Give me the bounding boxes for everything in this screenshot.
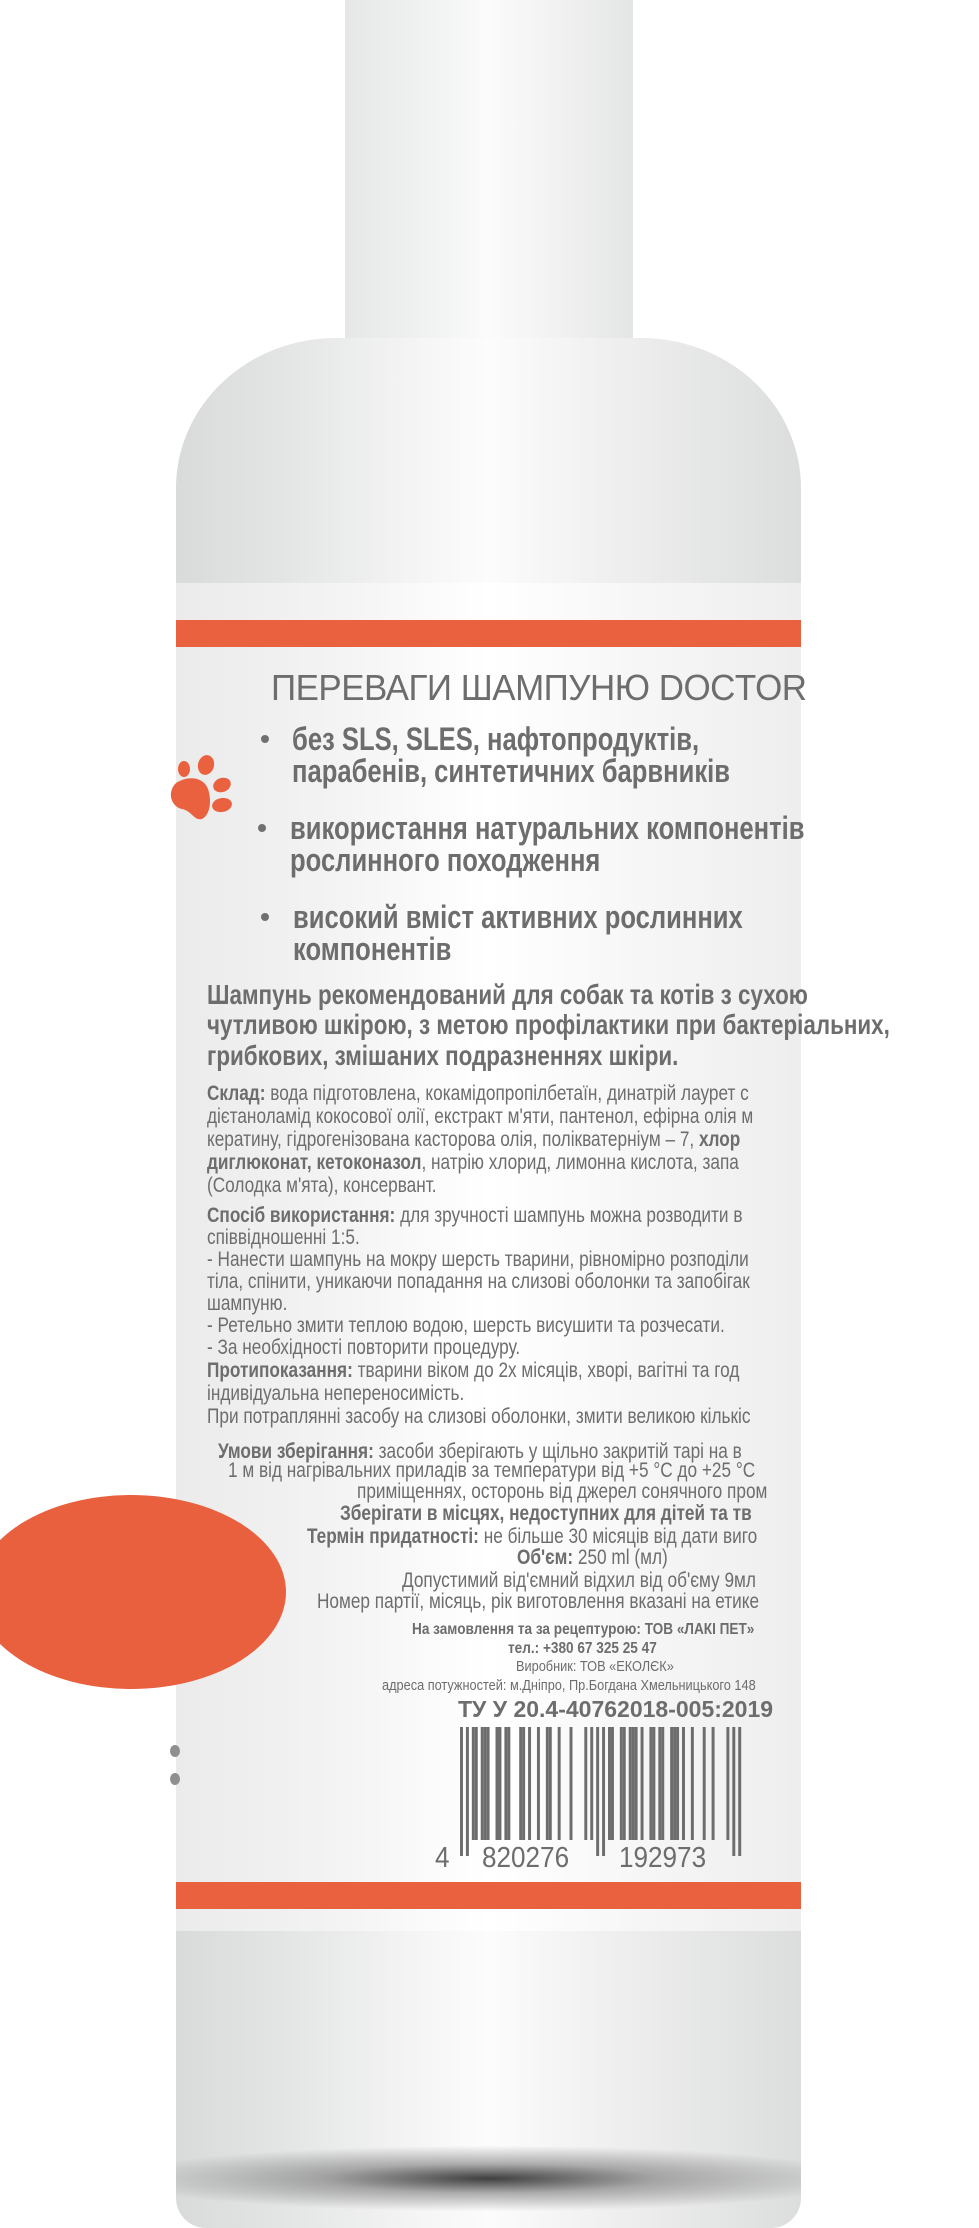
- barcode-bar: [620, 1727, 623, 1840]
- barcode-bar: [466, 1727, 469, 1856]
- storage-line: Умови зберігання: засоби зберігають у щільно закритій тарі на в: [218, 1440, 742, 1463]
- barcode-bar: [632, 1727, 635, 1840]
- barcode-bar: [611, 1727, 614, 1840]
- composition-line: Склад: вода підготовлена, кокамідопропілбетаїн, динатрій лаурет с: [207, 1082, 749, 1105]
- barcode-bar: [661, 1727, 664, 1840]
- barcode-bar: [484, 1727, 487, 1840]
- barcode-bar: [676, 1727, 679, 1840]
- barcode-bar: [537, 1727, 540, 1840]
- technical-standard: ТУ У 20.4-40762018-005:2019: [458, 1696, 774, 1722]
- barcode-right-digits: 192973: [619, 1842, 707, 1874]
- benefit-1-line-2: парабенів, синтетичних барвників: [292, 753, 731, 789]
- barcode-bar: [549, 1727, 552, 1840]
- usage-line: тіла, спінити, уникаючи попадання на слизові оболонки та запобігак: [207, 1270, 750, 1293]
- barcode-bar: [738, 1727, 741, 1856]
- usage-line: - Нанести шампунь на мокру шерсть тварини, рівномірно розподіли: [207, 1248, 749, 1271]
- decorative-dot: [170, 1745, 180, 1757]
- composition-line: дієтаноламід кокосової олії, екстракт м'яти, пантенол, ефірна олія м: [207, 1105, 754, 1128]
- benefit-3-line-2: компонентів: [293, 931, 452, 967]
- barcode-bar: [712, 1727, 715, 1840]
- benefit-2-line-2: рослинного походження: [290, 842, 601, 878]
- barcode-bar: [691, 1727, 694, 1840]
- barcode-bar: [558, 1727, 561, 1840]
- barcode-first-digit: 4: [435, 1842, 450, 1874]
- batch-info: Номер партії, місяць, рік виготовлення вказані на етике: [317, 1590, 760, 1613]
- contraindications-line: При потраплянні засобу на слизові оболонки, змити великою кількіс: [207, 1405, 751, 1428]
- storage-line: 1 м від нагрівальних приладів за температури від +5 °С до +25 °С: [228, 1459, 756, 1482]
- barcode-bar: [641, 1727, 644, 1840]
- decorative-orange-shape: [0, 1495, 286, 1689]
- usage-line: - За необхідності повторити процедуру.: [207, 1336, 521, 1359]
- barcode-bar: [487, 1727, 490, 1840]
- contraindications-line: Протипоказання: тварини віком до 2х місяців, хворі, вагітні та год: [207, 1359, 740, 1382]
- barcode-bar: [732, 1727, 735, 1856]
- storage-warning: Зберігати в місцях, недоступних для дітей та тв: [340, 1502, 752, 1525]
- recommendation-line: чутливою шкірою, з метою профілактики при бактеріальних,: [207, 1009, 890, 1040]
- barcode-bar: [460, 1727, 463, 1856]
- contraindications-line: індивідуальна непереносимість.: [207, 1382, 465, 1405]
- barcode-bar: [682, 1727, 685, 1840]
- barcode-bar: [726, 1727, 729, 1840]
- barcode-left-digits: 820276: [482, 1842, 570, 1874]
- barcode-bar: [649, 1727, 652, 1840]
- barcode-bar: [703, 1727, 706, 1840]
- barcode-bar: [584, 1727, 587, 1840]
- manufacturer: Виробник: ТОВ «ЕКОЛЄК»: [516, 1658, 674, 1675]
- order-info: На замовлення та за рецептурою: ТОВ «ЛАКІ ПЕТ»: [412, 1621, 755, 1638]
- barcode-bar: [658, 1727, 661, 1840]
- product-label: [176, 583, 890, 1931]
- bullet-dot-icon: [258, 824, 266, 832]
- barcode-bar: [596, 1727, 599, 1856]
- barcode-bar: [608, 1727, 611, 1840]
- barcode-bar: [546, 1727, 549, 1840]
- barcode-bar: [481, 1727, 484, 1840]
- barcode-bar: [670, 1727, 673, 1840]
- volume-tolerance: Допустимий від'ємний відхил від об'єму 9мл: [402, 1569, 756, 1592]
- usage-line: співвідношенні 1:5.: [207, 1226, 360, 1249]
- barcode-bar: [528, 1727, 531, 1840]
- bullet-dot-icon: [261, 735, 269, 743]
- bottle-neck: [345, 0, 633, 342]
- ean-barcode: [460, 1727, 750, 1857]
- benefit-3-line-1: високий вміст активних рослинних: [293, 899, 743, 935]
- benefit-1-line-1: без SLS, SLES, нафтопродуктів,: [292, 721, 700, 757]
- shelf-life: Термін придатності: не більше 30 місяців від дати виго: [307, 1525, 758, 1548]
- barcode-bar: [602, 1727, 605, 1856]
- barcode-bar: [570, 1727, 573, 1840]
- usage-line: Спосіб використання: для зручності шампунь можна розводити в: [207, 1204, 743, 1227]
- barcode-bar: [496, 1727, 499, 1840]
- barcode-bar: [629, 1727, 632, 1840]
- composition-line: кератину, гідрогенізована касторова олія, полікватерніум – 7, хлор: [207, 1128, 741, 1151]
- barcode-bar: [623, 1727, 626, 1840]
- recommendation-line: грибкових, змішаних подразненнях шкіри.: [207, 1040, 679, 1071]
- top-accent-band: [176, 620, 801, 647]
- barcode-bar: [507, 1727, 510, 1840]
- facility-address: адреса потужностей: м.Дніпро, Пр.Богдана Хмельницького 148: [382, 1677, 756, 1694]
- barcode-bar: [475, 1727, 478, 1840]
- usage-line: - Ретельно змити теплою водою, шерсть висушити та розчесати.: [207, 1314, 725, 1337]
- barcode-bar: [590, 1727, 593, 1840]
- barcode-bar: [504, 1727, 507, 1840]
- bottle-bottom-shadow: [176, 2118, 801, 2228]
- barcode-bar: [498, 1727, 501, 1840]
- storage-line: приміщеннях, осторонь від джерел сонячного пром: [357, 1480, 768, 1503]
- bullet-dot-icon: [261, 913, 269, 921]
- usage-line: шампуню.: [207, 1292, 288, 1315]
- barcode-bar: [652, 1727, 655, 1840]
- composition-line: диглюконат, кетоконазол, натрію хлорид, лимонна кислота, запа: [207, 1151, 739, 1174]
- bottom-accent-band: [176, 1882, 801, 1909]
- volume: Об'єм: 250 ml (мл): [517, 1546, 668, 1569]
- paw-icon: [170, 753, 240, 823]
- barcode-bar: [635, 1727, 638, 1840]
- barcode-bar: [519, 1727, 522, 1840]
- barcode-bar: [472, 1727, 475, 1840]
- phone-number: тел.: +380 67 325 25 47: [508, 1640, 657, 1657]
- barcode-bar: [673, 1727, 676, 1840]
- recommendation-line: Шампунь рекомендований для собак та котів з сухою: [207, 979, 808, 1010]
- decorative-dot: [170, 1773, 180, 1785]
- benefit-2-line-1: використання натуральних компонентів: [290, 810, 805, 846]
- barcode-bar: [522, 1727, 525, 1840]
- composition-line: (Солодка м'ята), консервант.: [207, 1174, 437, 1197]
- benefits-title: ПЕРЕВАГИ ШАМПУНЮ DOCTOR: [271, 667, 807, 708]
